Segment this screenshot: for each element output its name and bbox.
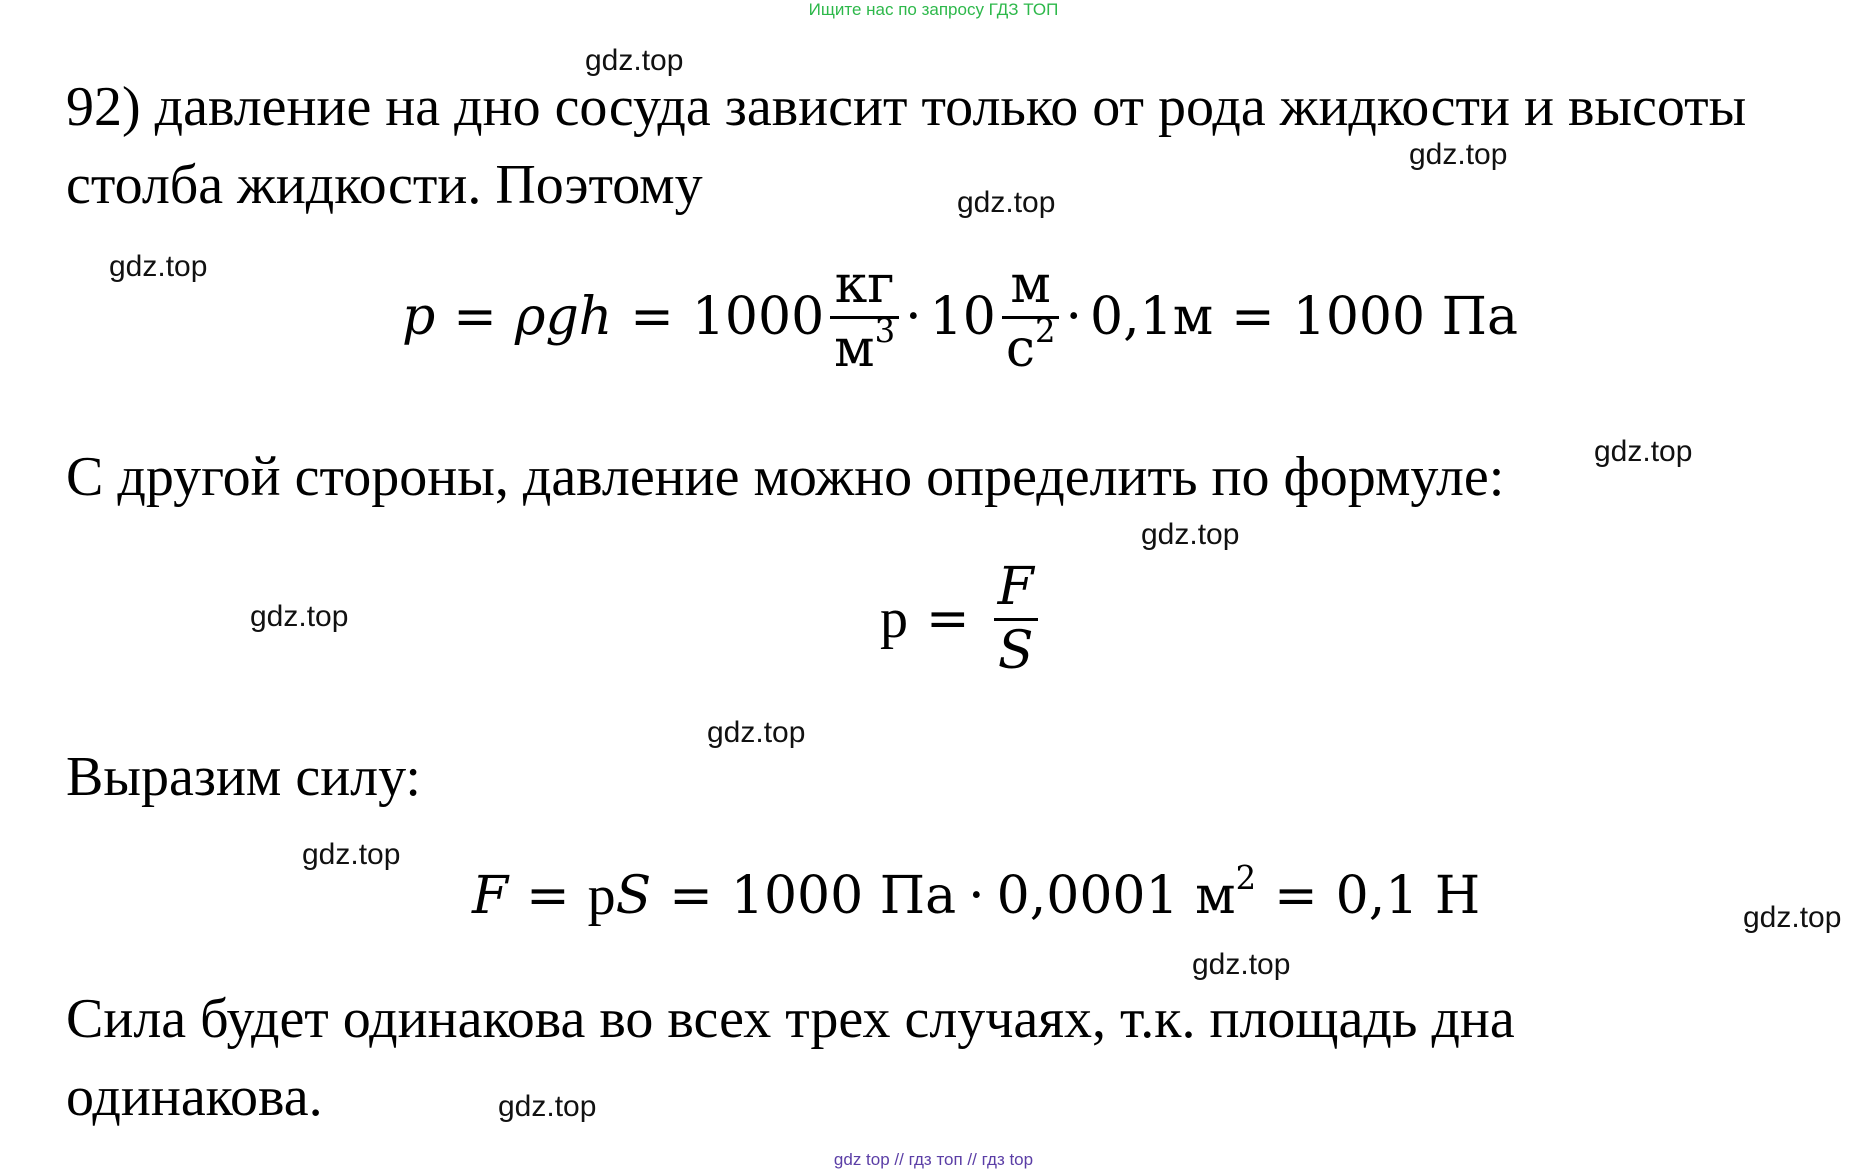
- watermark-text: gdz.top: [250, 600, 349, 633]
- fraction-denominator: S: [997, 620, 1034, 681]
- top-banner: Ищите нас по запросу ГДЗ ТОП: [808, 0, 1059, 19]
- paragraph-4-line-1: Сила будет одинакова во всех трех случаях, т.к. площадь дна: [66, 988, 1515, 1050]
- watermark-text: gdz.top: [585, 44, 684, 77]
- formula-value: 1000 Па: [730, 866, 957, 926]
- formula-equals: =: [1231, 287, 1275, 348]
- formula-force: [472, 858, 1481, 928]
- formula-equals: =: [526, 866, 570, 926]
- formula-symbol: S: [615, 866, 652, 926]
- formula-result: 0,1 Н: [1335, 866, 1481, 926]
- watermark-text: gdz.top: [957, 186, 1056, 219]
- watermark-text: gdz.top: [1192, 948, 1291, 981]
- fraction-acceleration-unit: [1002, 255, 1060, 379]
- fraction-denominator: $м^3$: [834, 311, 896, 379]
- watermark-text: gdz.top: [302, 838, 401, 871]
- formula-value: 0,1м: [1090, 287, 1214, 348]
- paragraph-1-line-1: 92) давление на дно сосуда зависит только от рода жидкости и высоты: [66, 76, 1747, 138]
- formula-equals: =: [669, 866, 713, 926]
- formula-symbol: F: [472, 866, 509, 926]
- watermark-text: gdz.top: [1409, 138, 1508, 171]
- fraction-numerator: кг: [834, 255, 895, 315]
- watermark-text: gdz.top: [1594, 435, 1693, 468]
- formula-value: 10: [929, 287, 996, 348]
- fraction-numerator: м: [1010, 255, 1051, 315]
- formula-symbol: ρgh: [514, 287, 613, 348]
- fraction-density-unit: [830, 255, 899, 379]
- formula-pressure-force: [880, 557, 1044, 681]
- formula-result: 1000 Па: [1292, 287, 1518, 348]
- formula-value: 0,0001 $м^2$: [996, 858, 1257, 926]
- formula-dot: ·: [905, 287, 922, 348]
- watermark-text: gdz.top: [498, 1090, 597, 1123]
- paragraph-4-line-2: одинакова.: [66, 1066, 323, 1128]
- paragraph-1-line-2: столба жидкости. Поэтому: [66, 154, 703, 216]
- formula-symbol: p: [587, 865, 616, 927]
- watermark-text: gdz.top: [109, 250, 208, 283]
- watermark-text: gdz.top: [707, 716, 806, 749]
- bottom-banner: gdz top // гдз топ // гдз top: [833, 1150, 1034, 1169]
- fraction-force-area: [994, 557, 1038, 681]
- formula-symbol: p: [880, 588, 908, 651]
- formula-dot: ·: [968, 866, 985, 926]
- formula-value: 1000: [691, 287, 825, 348]
- formula-symbol: p: [402, 287, 436, 348]
- fraction-denominator: $с^2$: [1005, 311, 1056, 379]
- formula-dot: ·: [1065, 287, 1082, 348]
- formula-equals: =: [630, 287, 674, 348]
- watermark-text: gdz.top: [1743, 901, 1842, 934]
- formula-equals: =: [926, 589, 970, 650]
- formula-equals: =: [1274, 866, 1318, 926]
- paragraph-2: С другой стороны, давление можно определить по формуле:: [66, 446, 1505, 508]
- paragraph-3: Выразим силу:: [66, 746, 421, 808]
- watermark-text: gdz.top: [1141, 518, 1240, 551]
- formula-equals: =: [453, 287, 497, 348]
- fraction-numerator: F: [997, 557, 1034, 617]
- formula-pressure-depth: [402, 255, 1518, 379]
